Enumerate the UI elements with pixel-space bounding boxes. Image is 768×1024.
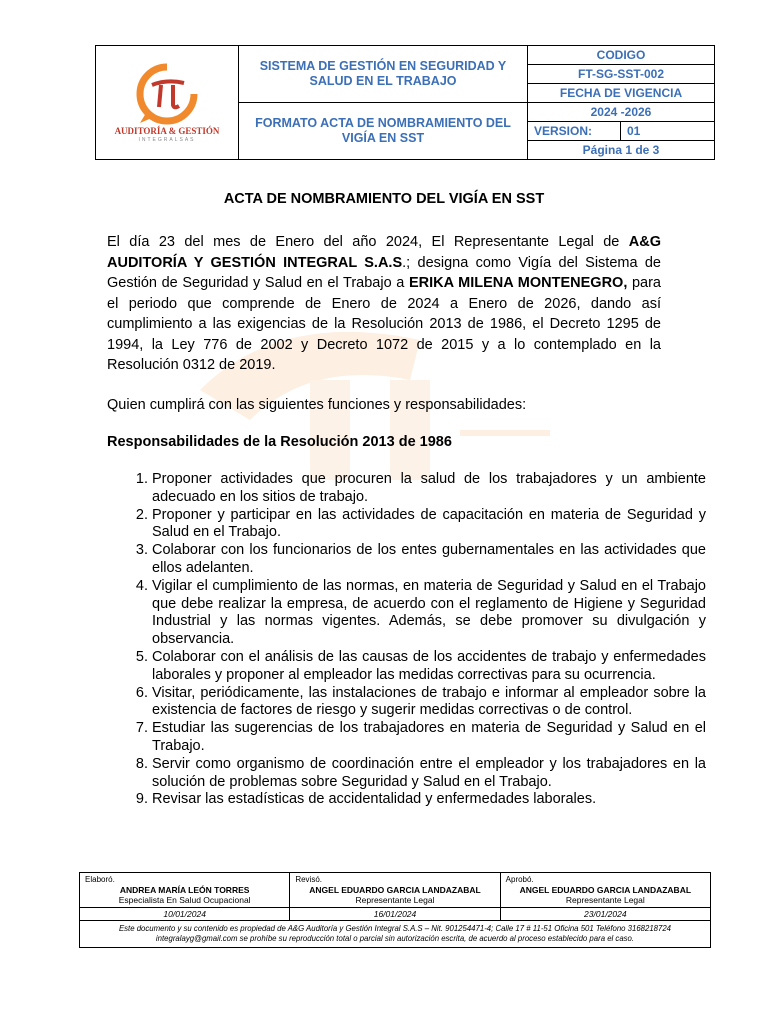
intro-text-3: para el periodo que comprende de Enero de 2024 a Enero de 2026, dando así cumplimiento a las exigencias de la Resolución 2013 de 1986, el Decreto 1295 de 1994, la Ley 776 de 2002 y Decreto 1072 de 2015 y a lo contemplado en la Resolución 0312 de 2019. xyxy=(107,275,661,373)
copyright-notice: Este documento y su contenido es propiedad de A&G Auditoría y Gestión Integral S.A.S – Nit. 901254471-4; Calle 17 # 11-51 Oficina 501 Teléfono 3168218724 integralayg@gmail.com se prohíbe su reproducción total o parcial sin autorización escrita, de acuerdo al proceso establecido para el caso. xyxy=(80,921,711,948)
responsibilities-subtitle: Responsabilidades de la Resolución 2013 de 1986 xyxy=(107,434,452,450)
intro-text-2: .; designa como Vigía del Sistema de Gestión de Seguridad y Salud en el Trabajo a xyxy=(107,254,661,291)
list-item: 3. Colaborar con los funcionarios de los entes gubernamentales en las actividades que ellos adelanten. xyxy=(152,542,706,578)
reviso-label: Revisó. xyxy=(295,875,323,884)
aprobo-cell xyxy=(500,873,710,908)
list-item: 5. Colaborar con el análisis de las causas de los accidentes de trabajo y enfermedades laborales y proponer al empleador las medidas correctivas para su ocurrencia. xyxy=(152,649,706,685)
list-item: 4. Vigilar el cumplimiento de las normas, en materia de Seguridad y Salud en el Trabajo que debe realizar la empresa, de acuerdo con el reglamento de Higiene y Seguridad Industrial y las normas vigentes. Además, se debe promover su divulgación y observancia. xyxy=(152,578,706,649)
list-item: 2. Proponer y participar en las actividades de capacitación en materia de Seguridad y Salud en el Trabajo. xyxy=(152,507,706,543)
list-item: 9. Revisar las estadísticas de accidentalidad y enfermedades laborales. xyxy=(152,791,706,809)
reviso-name: ANGEL EDUARDO GARCIA LANDAZABAL xyxy=(309,885,481,895)
elaboro-role: Especialista En Salud Ocupacional xyxy=(118,895,251,905)
system-title: SISTEMA DE GESTIÓN EN SEGURIDAD Y SALUD EN EL TRABAJO xyxy=(239,46,528,103)
intro-text-1: El día 23 del mes de Enero del año 2024, El Representante Legal de xyxy=(107,234,629,250)
codigo-value: FT-SG-SST-002 xyxy=(528,65,714,84)
version-cell xyxy=(528,103,715,160)
reviso-date: 16/01/2024 xyxy=(290,908,500,921)
document-header xyxy=(95,45,715,160)
intro-paragraph xyxy=(107,232,661,376)
reviso-role: Representante Legal xyxy=(355,895,435,905)
responsibilities-list xyxy=(107,471,706,809)
list-item: 8. Servir como organismo de coordinación entre el empleador y los trabajadores en la solución de problemas sobre Seguridad y Salud en el Trabajo. xyxy=(152,756,706,792)
company-logo-icon xyxy=(132,63,202,125)
format-title: FORMATO ACTA DE NOMBRAMIENTO DEL VIGÍA EN SST xyxy=(239,103,528,160)
vigencia-value: 2024 -2026 xyxy=(528,103,714,122)
aprobo-role: Representante Legal xyxy=(565,895,645,905)
version-row xyxy=(528,122,714,141)
functions-intro: Quien cumplirá con las siguientes funciones y responsabilidades: xyxy=(107,397,527,413)
approval-footer xyxy=(79,872,711,948)
aprobo-name: ANGEL EDUARDO GARCIA LANDAZABAL xyxy=(519,885,692,895)
document-title: ACTA DE NOMBRAMIENTO DEL VIGÍA EN SST xyxy=(223,191,545,207)
vigencia-label: FECHA DE VIGENCIA xyxy=(559,86,683,100)
code-cell xyxy=(528,46,715,103)
list-item: 1. Proponer actividades que procuren la salud de los trabajadores y un ambiente adecuado en los sitios de trabajo. xyxy=(152,471,706,507)
version-value: 01 xyxy=(627,124,641,138)
elaboro-date: 10/01/2024 xyxy=(80,908,290,921)
logo xyxy=(96,46,239,160)
company-name: A&G AUDITORÍA Y GESTIÓN INTEGRAL S.A.S xyxy=(107,234,661,271)
elaboro-name: ANDREA MARÍA LEÓN TORRES xyxy=(119,885,250,895)
elaboro-label: Elaboró. xyxy=(85,875,115,884)
elaboro-cell xyxy=(80,873,290,908)
aprobo-label: Aprobó. xyxy=(505,875,534,884)
page-number: Página 1 de 3 xyxy=(582,143,660,157)
aprobo-date: 23/01/2024 xyxy=(500,908,710,921)
version-label: VERSION: xyxy=(528,122,621,140)
reviso-cell xyxy=(290,873,500,908)
list-item: 6. Visitar, periódicamente, las instalaciones de trabajo e informar al empleador sobre la existencia de factores de riesgo y sugerir medidas correctivas o de control. xyxy=(152,685,706,721)
logo-subtitle: INTEGRALSAS xyxy=(138,136,196,143)
appointee-name: ERIKA MILENA MONTENEGRO, xyxy=(408,275,628,291)
logo-name: AUDITORÍA & GESTIÓN xyxy=(114,125,220,136)
list-item: 7. Estudiar las sugerencias de los trabajadores en materia de Seguridad y Salud en el Trabajo. xyxy=(152,720,706,756)
codigo-label: CODIGO xyxy=(528,46,714,65)
